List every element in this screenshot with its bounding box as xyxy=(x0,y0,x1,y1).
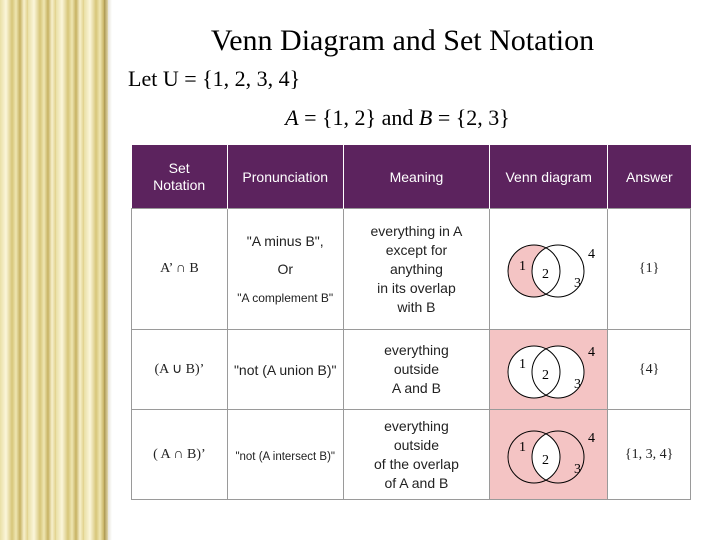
venn-label: 4 xyxy=(587,344,595,360)
set-a-name: A xyxy=(285,105,299,130)
set-notation-table xyxy=(131,145,691,500)
meaning-line: A and B xyxy=(391,380,441,396)
table-row xyxy=(132,410,691,500)
venn-label: 4 xyxy=(587,430,595,446)
venn-diagram-a-complement-b xyxy=(496,237,602,301)
answer-cell: {4} xyxy=(608,330,691,410)
decorative-gold-stripe xyxy=(0,0,108,540)
meaning-cell xyxy=(343,209,490,330)
venn-diagram-not-a-union-b xyxy=(496,338,602,402)
page-title: Venn Diagram and Set Notation xyxy=(210,24,595,57)
header-venn-diagram: Venn diagram xyxy=(490,145,608,209)
stripe-shadow xyxy=(104,0,112,540)
venn-label: 1 xyxy=(518,356,526,372)
set-a-definition: = {1, 2} and xyxy=(298,105,419,130)
header-answer: Answer xyxy=(608,145,691,209)
venn-label: 3 xyxy=(573,276,581,291)
header-pronunciation: Pronunciation xyxy=(227,145,343,209)
venn-label: 1 xyxy=(518,439,526,455)
meaning-cell xyxy=(343,330,490,410)
meaning-line: outside xyxy=(393,436,440,453)
meaning-line: everything in A xyxy=(370,222,463,239)
set-b-definition: = {2, 3} xyxy=(432,105,510,130)
venn-label: 2 xyxy=(541,267,549,282)
notation-cell: A’ ∩ B xyxy=(132,209,228,330)
pronunciation-line: "A complement B" xyxy=(237,291,334,305)
venn-label: 2 xyxy=(541,367,549,383)
header-meaning: Meaning xyxy=(343,145,490,209)
meaning-line: everything xyxy=(384,342,449,358)
answer-cell: {1} xyxy=(608,209,691,330)
meaning-line: of A and B xyxy=(384,474,449,491)
pronunciation-cell xyxy=(227,410,343,500)
set-definitions-line xyxy=(0,105,720,131)
notation-cell: (A ∪ B)’ xyxy=(132,330,228,410)
pronunciation-line: "not (A intersect B)" xyxy=(235,450,336,463)
pronunciation-cell: "not (A union B)" xyxy=(227,330,343,410)
table-row xyxy=(132,209,691,330)
table-header-row xyxy=(132,145,691,209)
header-set-notation: Set Notation xyxy=(132,145,228,209)
meaning-line: of the overlap xyxy=(374,455,459,472)
meaning-line: except for xyxy=(385,241,448,258)
venn-label: 3 xyxy=(573,376,581,392)
meaning-line: anything xyxy=(389,260,443,277)
meaning-line: with B xyxy=(397,298,436,315)
answer-cell: {1, 3, 4} xyxy=(608,410,691,500)
venn-cell xyxy=(490,330,608,410)
table-row xyxy=(132,330,691,410)
universal-set-line: Let U = {1, 2, 3, 4} xyxy=(128,66,301,91)
venn-label: 3 xyxy=(573,461,581,477)
meaning-line: everything xyxy=(384,417,449,434)
notation-cell: ( A ∩ B)’ xyxy=(132,410,228,500)
venn-label: 1 xyxy=(518,259,526,274)
venn-label: 4 xyxy=(587,247,595,262)
pronunciation-cell xyxy=(227,209,343,330)
meaning-line: in its overlap xyxy=(377,279,456,296)
pronunciation-line: Or xyxy=(277,261,294,277)
set-b-name: B xyxy=(418,105,433,130)
venn-diagram-not-a-intersect-b xyxy=(496,423,602,487)
meaning-line: outside xyxy=(393,361,440,377)
venn-label: 2 xyxy=(541,452,549,468)
pronunciation-line: "A minus B", xyxy=(246,233,324,249)
meaning-cell xyxy=(343,410,490,500)
venn-cell xyxy=(490,209,608,330)
venn-cell xyxy=(490,410,608,500)
